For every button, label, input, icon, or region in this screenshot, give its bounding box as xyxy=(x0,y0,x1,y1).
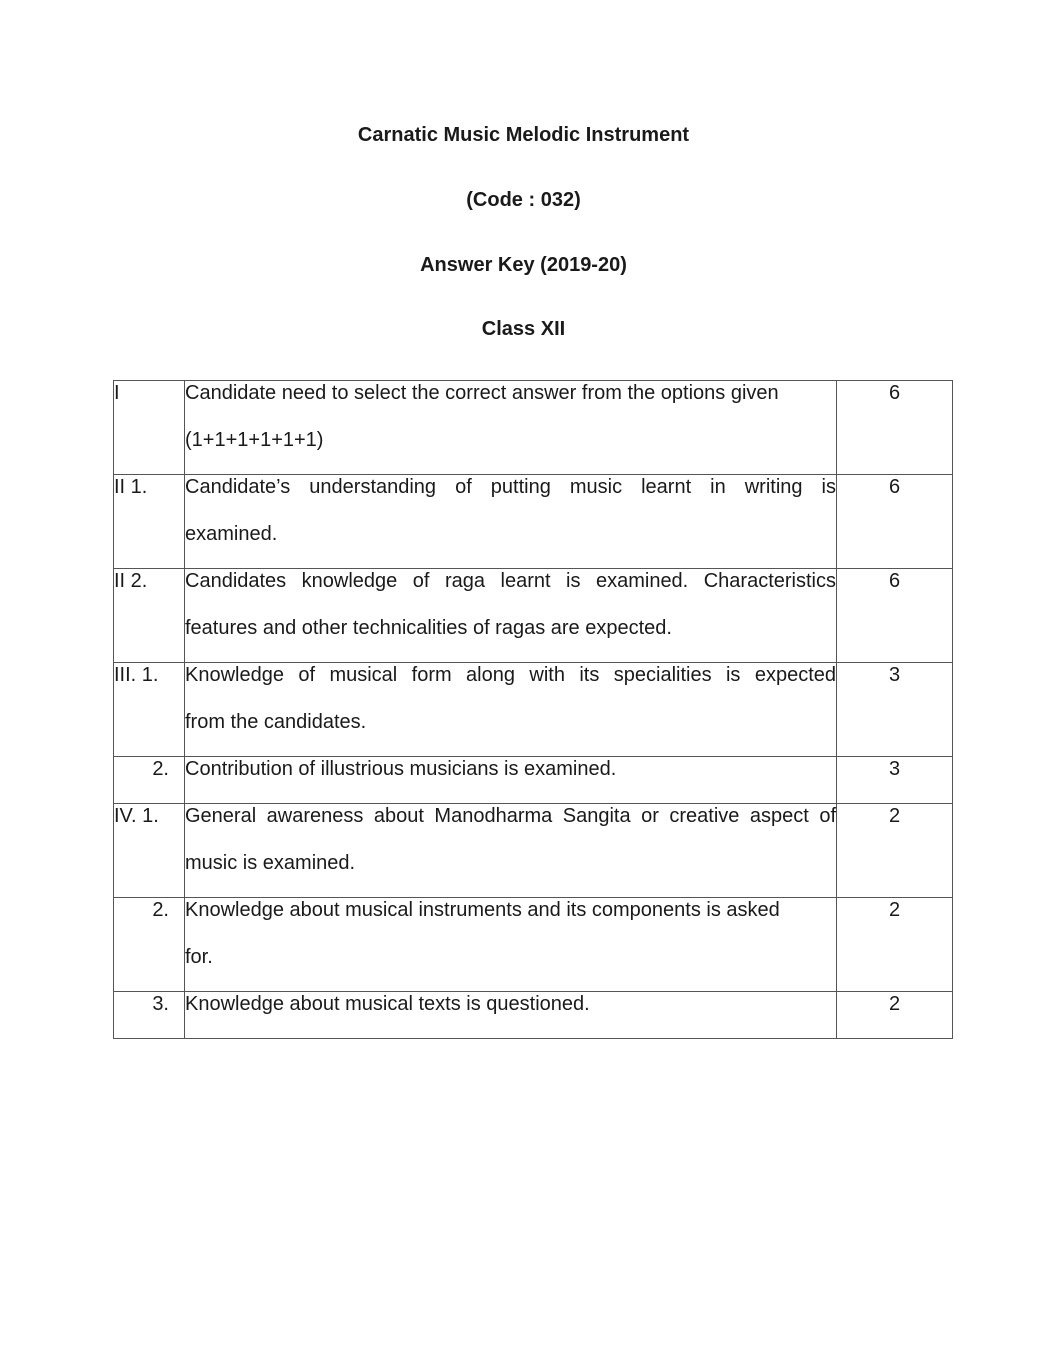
marks-value: 6 xyxy=(837,381,953,475)
description-line: General awareness about Manodharma Sangita or creative aspect of xyxy=(185,805,836,827)
description-line: examined. xyxy=(185,523,278,545)
description-line: Knowledge about musical instruments and its components is asked xyxy=(185,899,780,921)
description-line: Knowledge about musical texts is questioned. xyxy=(185,993,590,1015)
class-label: Class XII xyxy=(481,318,566,340)
description-line: from the candidates. xyxy=(185,711,367,733)
marks-value: 2 xyxy=(837,992,953,1039)
description-line: Candidate’s understanding of putting music learnt in writing is xyxy=(185,476,836,498)
table-row xyxy=(114,804,953,898)
subject-code: (Code : 032) xyxy=(466,189,581,211)
description-line: for. xyxy=(185,946,213,968)
answer-description xyxy=(185,804,837,898)
question-number: II 2. xyxy=(114,569,185,663)
description-line: features and other technicalities of ragas are expected. xyxy=(185,617,672,639)
marks-value: 2 xyxy=(837,804,953,898)
description-line: (1+1+1+1+1+1) xyxy=(185,429,324,451)
description-line: Contribution of illustrious musicians is examined. xyxy=(185,758,617,780)
table-row xyxy=(114,992,953,1039)
question-number: IV. 1. xyxy=(114,804,185,898)
answer-description xyxy=(185,757,837,804)
answer-key-heading: Answer Key (2019-20) xyxy=(420,254,627,276)
marks-value: 6 xyxy=(837,569,953,663)
marks-value: 6 xyxy=(837,475,953,569)
table-row xyxy=(114,663,953,757)
question-number: III. 1. xyxy=(114,663,185,757)
marks-value: 3 xyxy=(837,757,953,804)
answer-description xyxy=(185,663,837,757)
document-title: Carnatic Music Melodic Instrument xyxy=(357,124,690,146)
answer-description xyxy=(185,475,837,569)
description-line: music is examined. xyxy=(185,852,356,874)
table-row xyxy=(114,381,953,475)
answer-description xyxy=(185,992,837,1039)
answer-description xyxy=(185,898,837,992)
answer-key-table xyxy=(113,380,953,1039)
table-row xyxy=(114,569,953,663)
question-number: 2. xyxy=(114,898,185,992)
table-row xyxy=(114,475,953,569)
question-number: 3. xyxy=(114,992,185,1039)
answer-description xyxy=(185,569,837,663)
table-row xyxy=(114,757,953,804)
marks-value: 3 xyxy=(837,663,953,757)
question-number: 2. xyxy=(114,757,185,804)
table-row xyxy=(114,898,953,992)
answer-description xyxy=(185,381,837,475)
question-number: II 1. xyxy=(114,475,185,569)
description-line: Knowledge of musical form along with its specialities is expected xyxy=(185,664,836,686)
description-line: Candidate need to select the correct answer from the options given xyxy=(185,382,779,404)
question-number: I xyxy=(114,381,185,475)
description-line: Candidates knowledge of raga learnt is examined. Characteristics xyxy=(185,570,836,592)
marks-value: 2 xyxy=(837,898,953,992)
